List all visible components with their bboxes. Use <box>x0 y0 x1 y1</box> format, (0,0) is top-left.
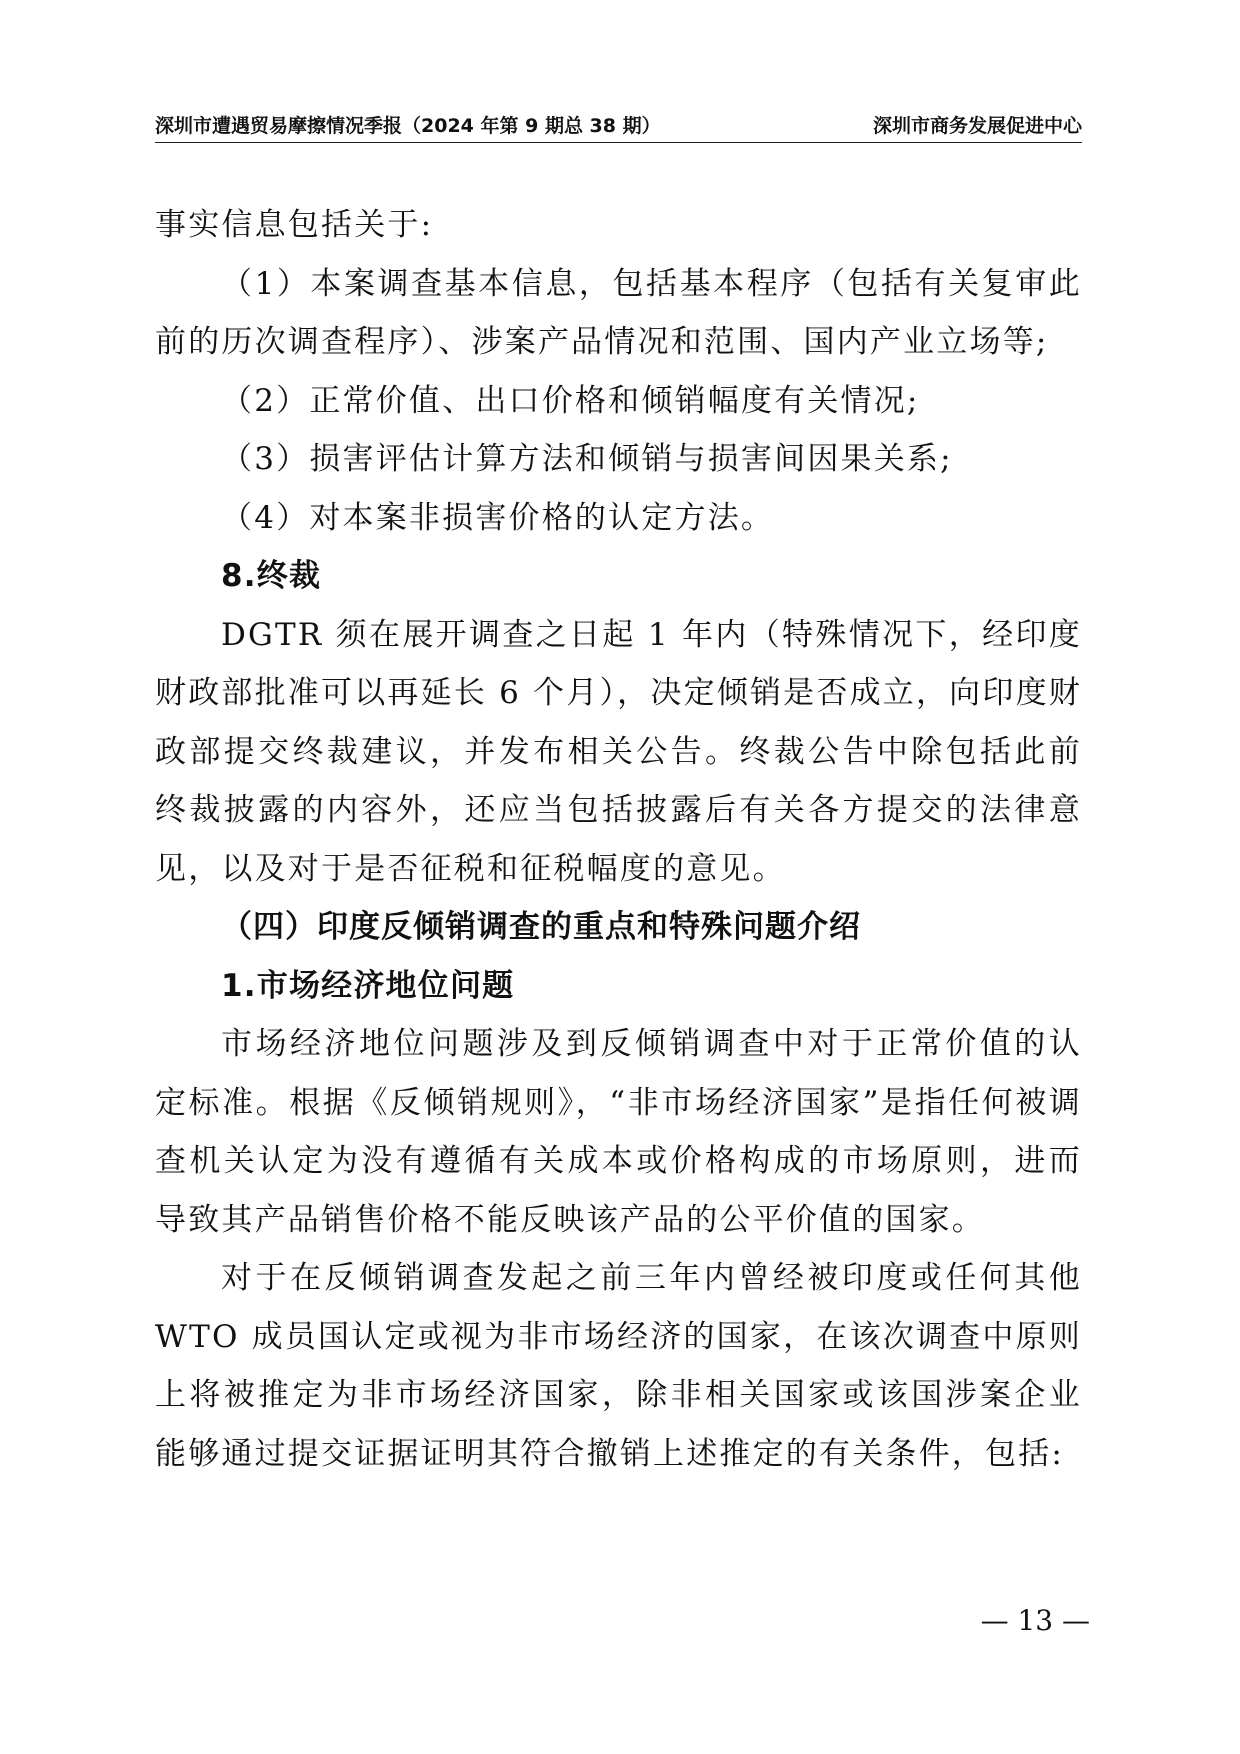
page-body <box>155 196 1082 1483</box>
paragraph-facts-intro: 事实信息包括关于: <box>155 207 434 243</box>
page-number: — 13 — <box>980 1604 1090 1637</box>
list-item-4: （4）对本案非损害价格的认定方法。 <box>221 499 775 536</box>
section-heading-4: （四）印度反倾销调查的重点和特殊问题介绍 <box>221 909 861 945</box>
subheading-final-ruling: 8.终裁 <box>221 558 322 594</box>
paragraph-market-economy-presumption: 对于在反倾销调查发起之前三年内曾经被印度或任何其他 WTO 成员国认定或视为非市场经济的国家，在该次调查中原则上将被推定为非市场经济国家，除非相关国家或该国涉案企业能够通过提交证据证明其符合撤销上述推定的有关条件，包括: <box>155 1260 1082 1472</box>
list-item-1: （1）本案调查基本信息，包括基本程序（包括有关复审此前的历次调查程序）、涉案产品情况和范围、国内产业立场等; <box>155 265 1082 360</box>
paragraph-market-economy-definition: 市场经济地位问题涉及到反倾销调查中对于正常价值的认定标准。根据《反倾销规则》，“非市场经济国家”是指任何被调查机关认定为没有遵循有关成本或价格构成的市场原则，进而导致其产品销售价格不能反映该产品的公平价值的国家。 <box>155 1026 1082 1238</box>
subheading-market-economy: 1.市场经济地位问题 <box>221 967 515 1004</box>
paragraph-final-ruling: DGTR 须在展开调查之日起 1 年内（特殊情况下，经印度财政部批准可以再延长 6 个月），决定倾销是否成立，向印度财政部提交终裁建议，并发布相关公告。终裁公告中除包括此前终裁披露的内容外，还应当包括披露后有关各方提交的法律意见，以及对于是否征税和征税幅度的意见。 <box>155 616 1082 887</box>
header-report-title: 深圳市遭遇贸易摩擦情况季报（2024 年第 9 期总 38 期） <box>155 115 661 137</box>
header-organization: 深圳市商务发展促进中心 <box>872 115 1082 137</box>
list-item-3: （3）损害评估计算方法和倾销与损害间因果关系; <box>221 441 953 477</box>
list-item-2: （2）正常价值、出口价格和倾销幅度有关情况; <box>221 382 920 419</box>
running-header <box>155 112 1082 143</box>
